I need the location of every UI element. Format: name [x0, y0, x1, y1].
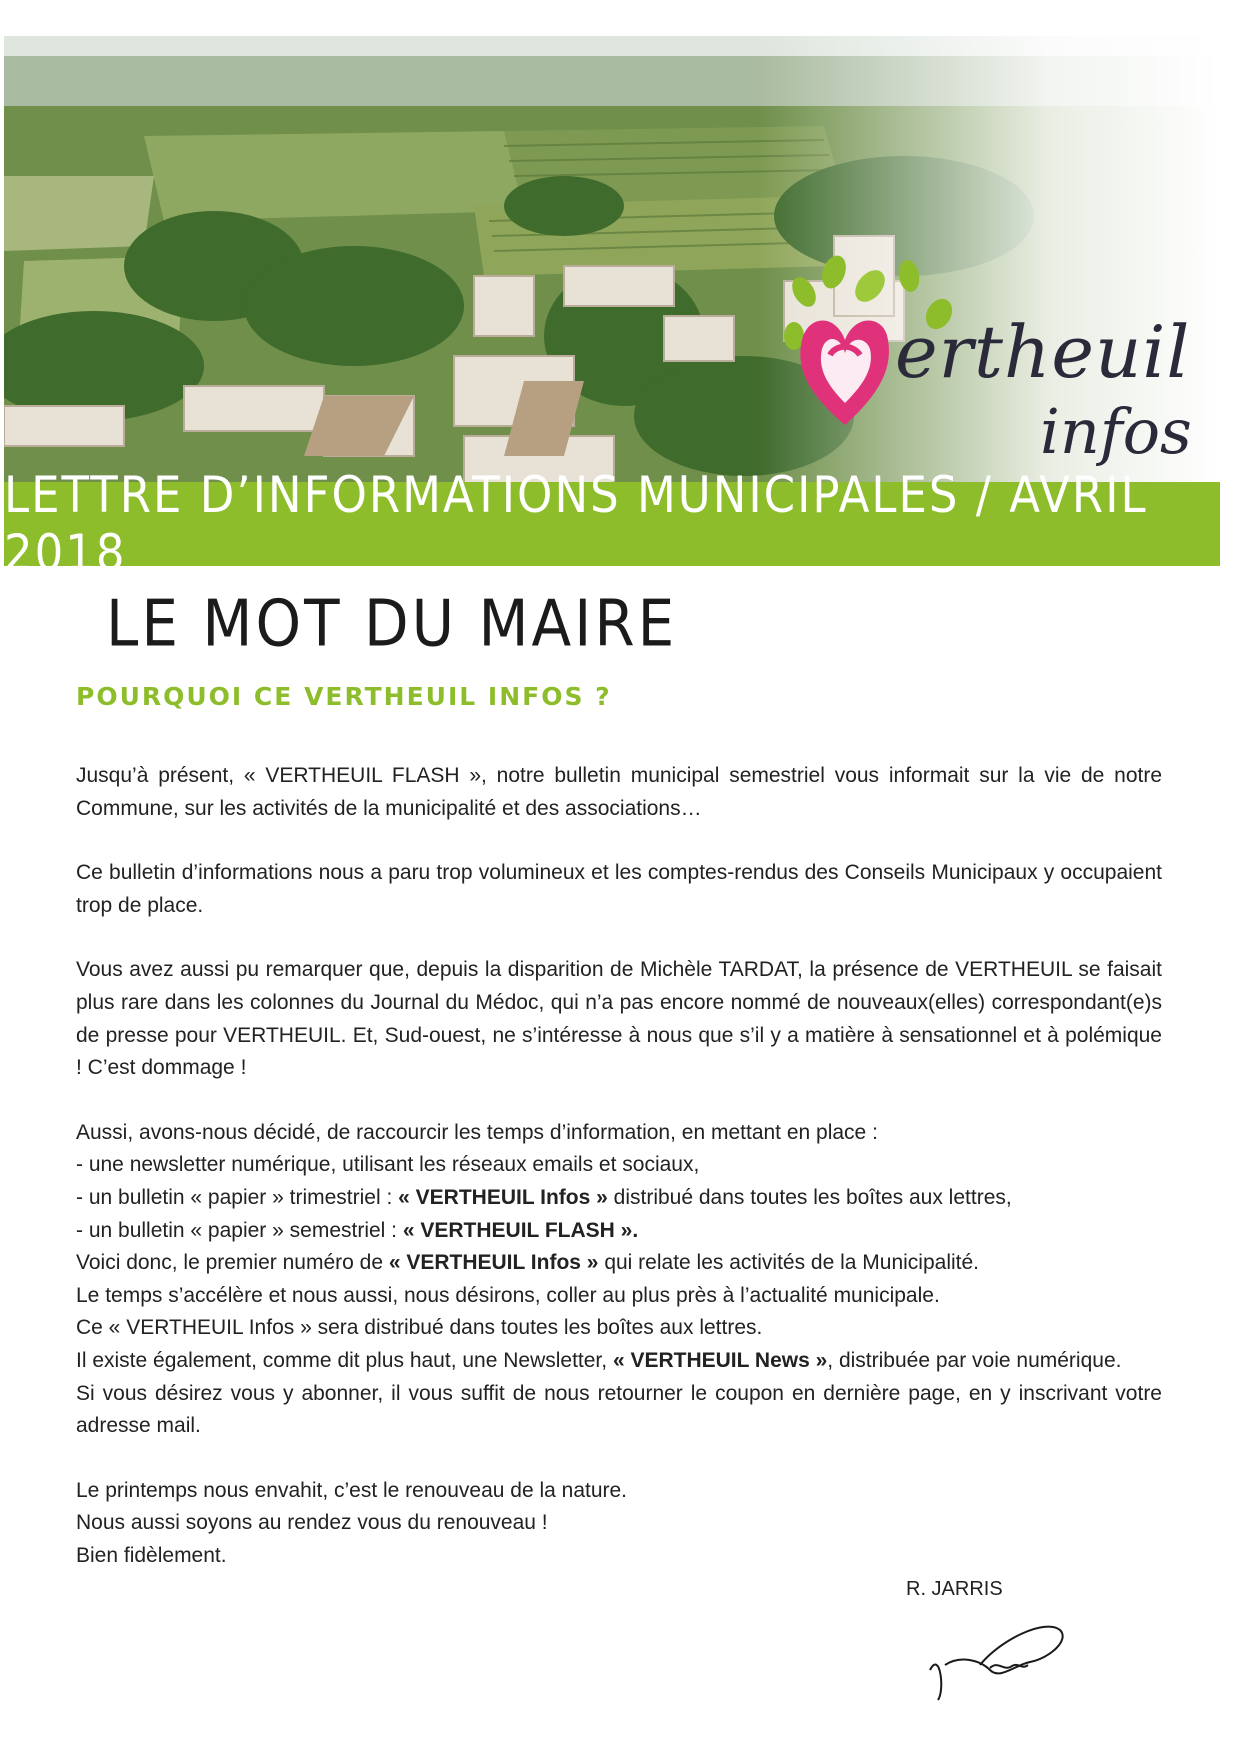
paragraph: Jusqu’à présent, « VERTHEUIL FLASH », notre bulletin municipal semestriel vous informait sur la vie de notre Commune, sur les activités de la municipalité et des associations…: [76, 764, 1162, 820]
banner-title: LETTRE D’INFORMATIONS MUNICIPALES / AVRIL 2018: [4, 465, 1148, 583]
list-item: - un bulletin « papier » semestriel : « VERTHEUIL FLASH ».: [76, 1218, 639, 1242]
closing-line: Le printemps nous envahit, c’est le renouveau de la nature.: [76, 1478, 628, 1502]
list-item: - une newsletter numérique, utilisant les réseaux emails et sociaux,: [76, 1153, 700, 1177]
paragraph: Ce bulletin d’informations nous a paru trop volumineux et les comptes-rendus des Conseils Municipaux y occupaient trop de place.: [76, 861, 1162, 917]
paragraph-line: Il existe également, comme dit plus haut, une Newsletter, « VERTHEUIL News », distribuée par voie numérique.: [76, 1348, 1122, 1372]
paragraph-line: Si vous désirez vous y abonner, il vous suffit de nous retourner le coupon en dernière page, en y inscrivant votre adresse mail.: [76, 1381, 1162, 1438]
article-body: [76, 760, 1162, 1572]
paragraph-line: Le temps s’accélère et nous aussi, nous désirons, coller au plus près à l’actualité municipale.: [76, 1283, 940, 1307]
title-banner: [4, 465, 1220, 583]
paragraph-line: Ce « VERTHEUIL Infos » sera distribué dans toutes les boîtes aux lettres.: [76, 1316, 763, 1340]
section-subtitle: POURQUOI CE VERTHEUIL INFOS ?: [76, 682, 612, 711]
handwritten-signature: [920, 1610, 1080, 1710]
signer-name: R. JARRIS: [906, 1578, 1003, 1600]
section-title: LE MOT DU MAIRE: [106, 586, 678, 661]
logo-subword: infos: [1040, 395, 1192, 468]
closing-line: Nous aussi soyons au rendez vous du renouveau !: [76, 1511, 548, 1535]
logo-wordmark: ertheuil: [895, 310, 1191, 394]
aerial-village-illustration: [4, 36, 1220, 484]
paragraph-line: Voici donc, le premier numéro de « VERTHEUIL Infos » qui relate les activités de la Municipalité.: [76, 1251, 980, 1275]
paragraph-line: Aussi, avons-nous décidé, de raccourcir les temps d’information, en mettant en place :: [76, 1120, 878, 1144]
list-item: - un bulletin « papier » trimestriel : « VERTHEUIL Infos » distribué dans toutes les boîtes aux lettres,: [76, 1185, 1012, 1209]
closing-line: Bien fidèlement.: [76, 1543, 227, 1567]
hero-aerial-photo: [4, 36, 1220, 484]
logo-heart-icon: [790, 285, 900, 435]
paragraph: Vous avez aussi pu remarquer que, depuis la disparition de Michèle TARDAT, la présence de VERTHEUIL se faisait plus rare dans les colonnes du Journal du Médoc, qui n’a pas encore nommé de nouveaux(elles) correspondant(e)s de presse pour VERTHEUIL. Et, Sud-ouest, ne s’intéresse à nous que s’il y a matière à sensationnel et à polémique ! C’est dommage !: [76, 958, 1162, 1080]
